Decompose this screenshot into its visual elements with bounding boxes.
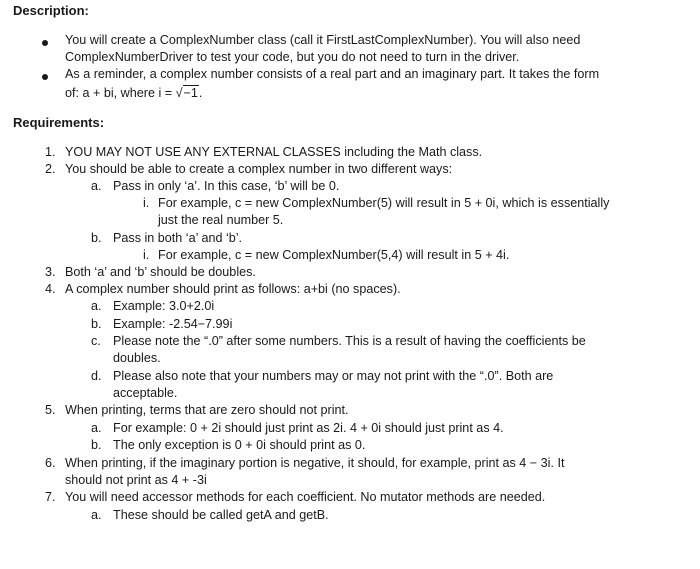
requirement-7a: These should be called getA and getB.	[113, 508, 329, 522]
requirement-marker: b.	[91, 231, 102, 245]
requirement-marker: a.	[91, 299, 102, 313]
requirement-7: You will need accessor methods for each coefficient. No mutator methods are needed.	[65, 490, 546, 504]
bullet-icon	[42, 74, 48, 80]
requirement-2a-i: For example, c = new ComplexNumber(5) will result in 5 + 0i, which is essentially	[158, 196, 610, 210]
requirement-marker: i.	[143, 196, 150, 210]
requirement-marker: c.	[91, 334, 101, 348]
requirement-2b: Pass in both ‘a’ and ‘b’.	[113, 231, 243, 245]
requirement-2b-i: For example, c = new ComplexNumber(5,4) will result in 5 + 4i.	[158, 248, 510, 262]
requirement-marker: 6.	[45, 456, 56, 470]
requirement-4d-continued: acceptable.	[113, 386, 178, 400]
complex-form-prefix: of: a + bi, where i =	[65, 86, 176, 100]
bullet-icon	[42, 40, 48, 46]
requirement-marker: a.	[91, 508, 102, 522]
requirement-marker: 4.	[45, 282, 56, 296]
radical-sign: √	[175, 86, 183, 100]
requirement-2a-i-continued: just the real number 5.	[158, 213, 284, 227]
description-bullet-1-line-1: You will create a ComplexNumber class (call it FirstLastComplexNumber). You will also need	[65, 33, 581, 47]
requirement-marker: b.	[91, 317, 102, 331]
requirement-6: When printing, if the imaginary portion is negative, it should, for example, print as 4 − 3i. It	[65, 456, 565, 470]
description-bullet-1-line-2: ComplexNumberDriver to test your code, but you do not need to turn in the driver.	[65, 50, 520, 64]
requirement-marker: b.	[91, 438, 102, 452]
requirement-4a: Example: 3.0+2.0i	[113, 299, 215, 313]
requirement-marker: 1.	[45, 145, 56, 159]
description-heading: Description:	[13, 3, 89, 18]
requirement-5a: For example: 0 + 2i should just print as 2i. 4 + 0i should just print as 4.	[113, 421, 504, 435]
requirement-4b: Example: -2.54−7.99i	[113, 317, 233, 331]
requirement-2: You should be able to create a complex number in two different ways:	[65, 162, 453, 176]
requirement-5: When printing, terms that are zero should not print.	[65, 403, 349, 417]
requirement-1: YOU MAY NOT USE ANY EXTERNAL CLASSES including the Math class.	[65, 145, 483, 159]
description-bullet-2-line-2	[65, 85, 202, 102]
requirements-heading: Requirements:	[13, 115, 105, 130]
requirement-marker: a.	[91, 421, 102, 435]
description-bullet-2-line-1: As a reminder, a complex number consists of a real part and an imaginary part. It takes the form	[65, 67, 600, 81]
requirement-marker: d.	[91, 369, 102, 383]
requirement-marker: 3.	[45, 265, 56, 279]
requirement-marker: a.	[91, 179, 102, 193]
requirement-4: A complex number should print as follows: a+bi (no spaces).	[65, 282, 401, 296]
square-root-expression	[176, 85, 199, 102]
requirement-marker: 2.	[45, 162, 56, 176]
requirement-6-continued: should not print as 4 + -3i	[65, 473, 207, 487]
requirement-5b: The only exception is 0 + 0i should print as 0.	[113, 438, 366, 452]
requirement-3: Both ‘a’ and ‘b’ should be doubles.	[65, 265, 256, 279]
requirement-4c-continued: doubles.	[113, 351, 161, 365]
requirement-marker: i.	[143, 248, 150, 262]
requirement-marker: 5.	[45, 403, 56, 417]
requirement-2a: Pass in only ‘a’. In this case, ‘b’ will be 0.	[113, 179, 340, 193]
requirement-4d: Please also note that your numbers may or may not print with the “.0”. Both are	[113, 369, 554, 383]
requirement-4c: Please note the “.0” after some numbers. This is a result of having the coefficients be	[113, 334, 586, 348]
radicand: −1	[183, 86, 198, 100]
requirement-marker: 7.	[45, 490, 56, 504]
complex-form-suffix: .	[198, 86, 203, 100]
